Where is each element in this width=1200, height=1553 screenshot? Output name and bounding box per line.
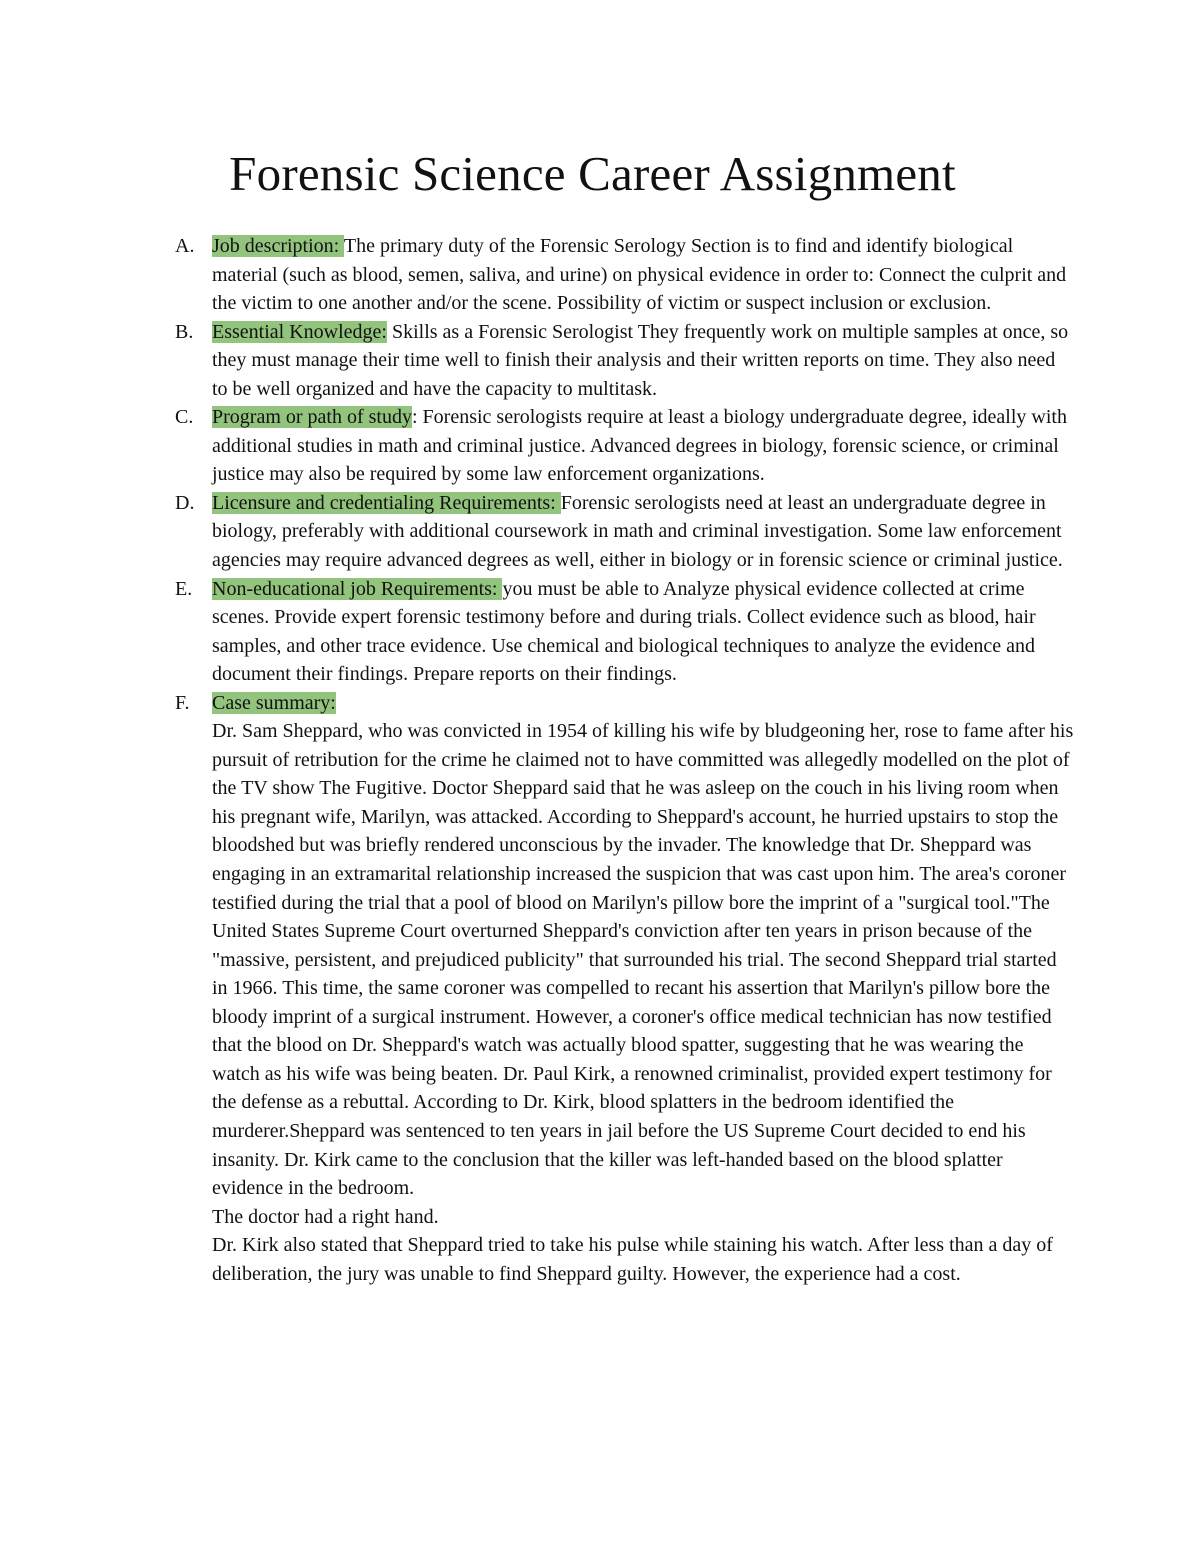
list-item-case-summary (175, 689, 1075, 1288)
page-title: Forensic Science Career Assignment (229, 146, 956, 201)
list-marker: D. (175, 491, 195, 514)
case-paragraph: Dr. Kirk also stated that Sheppard tried to take his pulse while staining his watch. After less than a day of deliberation, the jury was unable to find Sheppard guilty. However, the experience had a cost. (212, 1234, 1053, 1285)
highlighted-heading: Case summary: (212, 691, 336, 714)
highlighted-heading: Essential Knowledge: (212, 320, 387, 343)
list-item-licensure (175, 489, 1075, 575)
list-marker: B. (175, 320, 194, 343)
requirements-list (175, 232, 1075, 1288)
item-text: The primary duty of the Forensic Serology Section is to find and identify biological material (such as blood, semen, saliva, and urine) on physical evidence in order to: Connect the culprit and the victim to one another and/or the scene. Possibility of victim or suspect inclusion or exclusion. (212, 235, 1067, 315)
case-paragraph: The doctor had a right hand. (212, 1205, 439, 1228)
case-paragraph: Dr. Sam Sheppard, who was convicted in 1954 of killing his wife by bludgeoning her, rose to fame after his pursuit of retribution for the crime he claimed not to have committed was allegedly modelled on the plot of the TV show The Fugitive. Doctor Sheppard said that he was asleep on the couch in his living room when his pregnant wife, Marilyn, was attacked. According to Sheppard's account, he hurried upstairs to stop the bloodshed but was briefly rendered unconscious by the invader. The knowledge that Dr. Sheppard was engaging in an extramarital relationship increased the suspicion that was cast upon him. The area's coroner testified during the trial that a pool of blood on Marilyn's pillow bore the imprint of a "surgical tool."The United States Supreme Court overturned Sheppard's conviction after ten years in prison because of the "massive, persistent, and prejudiced publicity" that surrounded his trial. The second Sheppard trial started in 1966. This time, the same coroner was compelled to recant his assertion that Marilyn's pillow bore the bloody imprint of a surgical instrument. However, a coroner's office medical technician has now testified that the blood on Dr. Sheppard's watch was actually blood spatter, suggesting that he was wearing the watch as his wife was being beaten. Dr. Paul Kirk, a renowned criminalist, provided expert testimony for the defense as a rebuttal. According to Dr. Kirk, blood splatters in the bedroom identified the murderer.Sheppard was sentenced to ten years in jail before the US Supreme Court decided to end his insanity. Dr. Kirk came to the conclusion that the killer was left-handed based on the blood splatter evidence in the bedroom. (212, 720, 1074, 1200)
list-item-essential-knowledge (175, 318, 1075, 404)
list-marker: A. (175, 235, 195, 257)
highlighted-heading: Licensure and credentialing Requirements: (212, 491, 561, 514)
highlighted-heading: Program or path of study (212, 406, 412, 429)
list-item-job-description (175, 232, 1075, 318)
list-item-non-educational (175, 575, 1075, 689)
item-text: Forensic serologists need at least an undergraduate degree in biology, preferably with additional coursework in math and criminal investigation. Some law enforcement agencies may require advanced degrees as well, either in biology or in forensic science or criminal justice. (212, 491, 1063, 572)
list-marker: C. (175, 406, 194, 429)
item-text: : Forensic serologists require at least a biology undergraduate degree, ideally with additional studies in math and criminal justice. Advanced degrees in biology, forensic science, or criminal justice may also be required by some law enforcement organizations. (212, 406, 1067, 486)
highlighted-heading: Non-educational job Requirements: (212, 577, 503, 600)
highlighted-heading: Job description: (212, 235, 344, 257)
list-item-program-of-study (175, 403, 1075, 489)
item-text: you must be able to Analyze physical evidence collected at crime scenes. Provide expert forensic testimony before and during trials. Collect evidence such as blood, hair samples, and other trace evidence. Use chemical and biological techniques to analyze the evidence and document their findings. Prepare reports on their findings. (212, 577, 1036, 686)
item-text: Skills as a Forensic Serologist They frequently work on multiple samples at once, so they must manage their time well to finish their analysis and their written reports on time. They also need to be well organized and have the capacity to multitask. (212, 320, 1069, 400)
list-marker: F. (175, 691, 190, 714)
list-marker: E. (175, 577, 193, 600)
